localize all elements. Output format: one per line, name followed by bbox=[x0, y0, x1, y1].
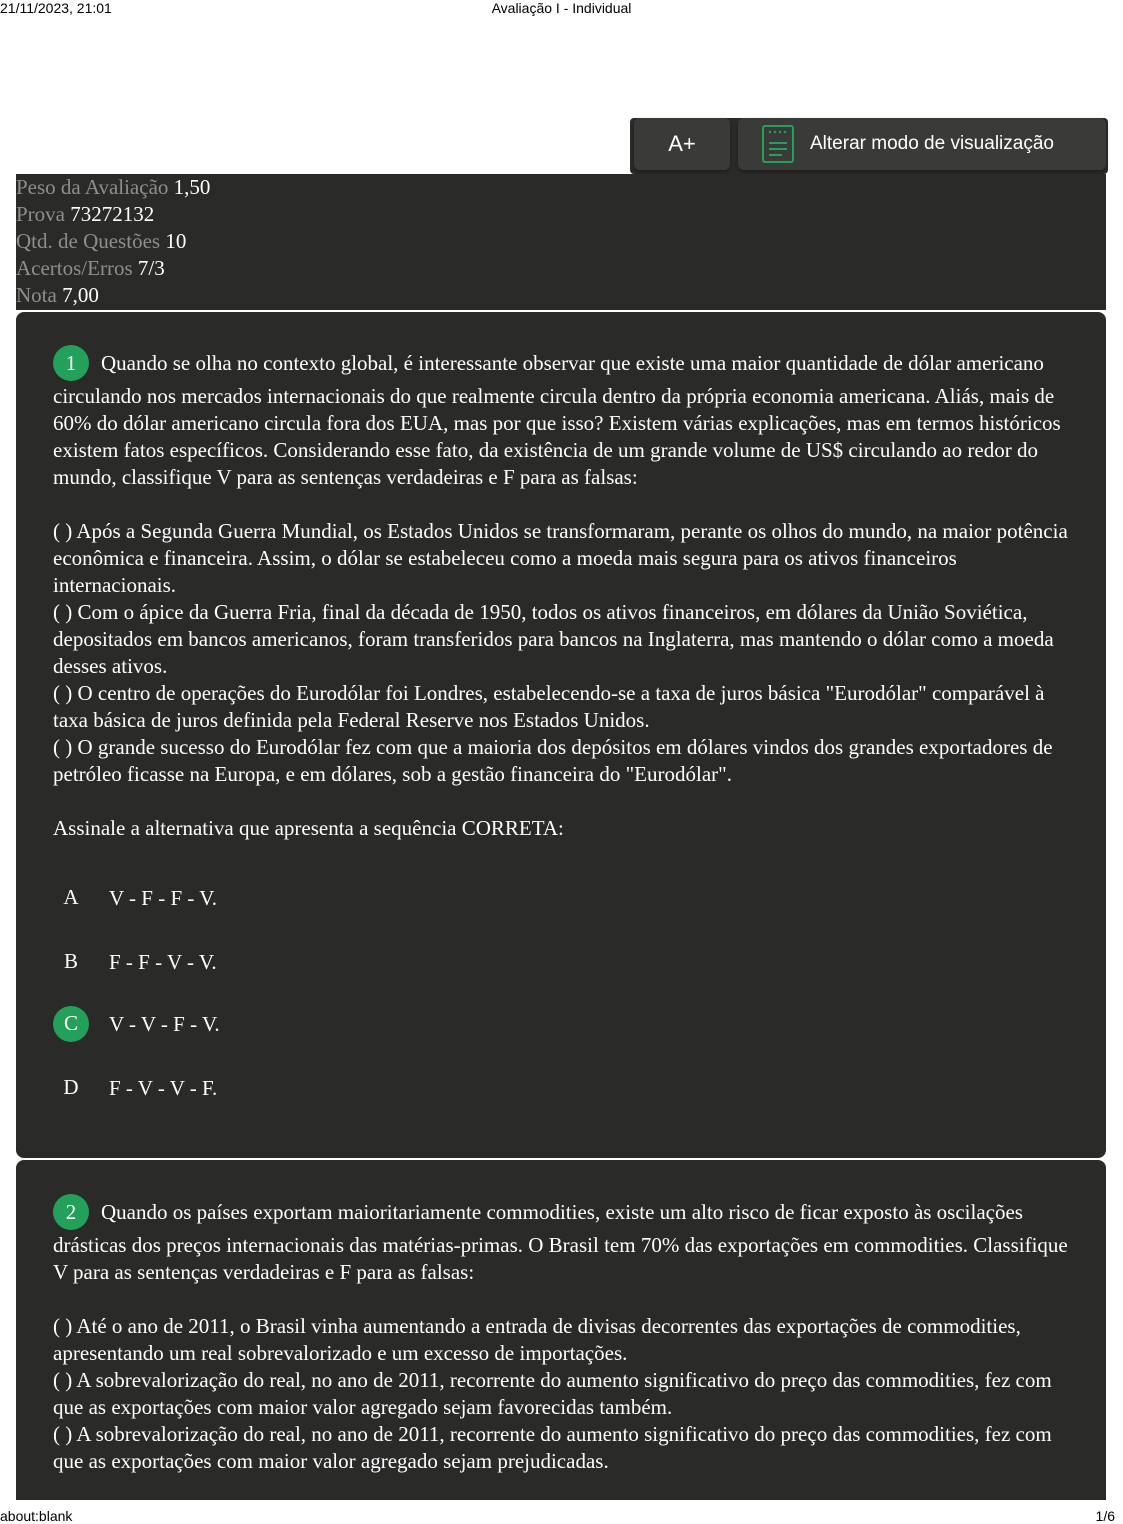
option-a[interactable] bbox=[53, 880, 653, 916]
summary-value: 7/3 bbox=[137, 256, 165, 280]
summary-label: Prova bbox=[16, 202, 65, 226]
option-letter: D bbox=[63, 1075, 79, 1099]
option-text: F - V - V - F. bbox=[109, 1075, 218, 1100]
question-statement: ( ) A sobrevalorização do real, no ano de 2011, recorrente do aumento significativo do preço das commodities, fez com que as exportações com maior valor agregado sejam prejudicadas. bbox=[53, 1422, 1052, 1473]
summary-value: 73272132 bbox=[70, 202, 155, 226]
summary-value: 10 bbox=[165, 229, 187, 253]
print-datetime: 21/11/2023, 21:01 bbox=[0, 0, 112, 16]
option-text: V - F - F - V. bbox=[109, 885, 217, 910]
document-icon bbox=[762, 125, 794, 163]
question-statement: ( ) Com o ápice da Guerra Fria, final da década de 1950, todos os ativos financeiros, em dólares da União Soviética, depositados em bancos americanos, foram transferidos para bancos na Inglaterra, mas mantendo o dólar como a moeda desses ativos. bbox=[53, 600, 1054, 678]
option-text: V - V - F - V. bbox=[109, 1011, 220, 1036]
change-view-mode-button[interactable] bbox=[738, 118, 1106, 170]
question-card-1 bbox=[16, 312, 1106, 1158]
print-url: about:blank bbox=[0, 1508, 73, 1524]
option-d[interactable] bbox=[53, 1070, 653, 1106]
question-intro bbox=[53, 1196, 1083, 1286]
option-letter: B bbox=[63, 949, 78, 973]
option-c-selected[interactable] bbox=[53, 1006, 653, 1042]
question-statement: ( ) Até o ano de 2011, o Brasil vinha aumentando a entrada de divisas decorrentes das exportações de commodities, apresentando um real sobrevalorizado e um excesso de importações. bbox=[53, 1314, 1021, 1365]
summary-hits-misses bbox=[16, 255, 1106, 282]
print-header bbox=[0, 0, 1123, 18]
increase-font-button[interactable]: A+ bbox=[634, 118, 730, 170]
question-intro bbox=[53, 347, 1083, 491]
question-prompt: Assinale a alternativa que apresenta a sequência CORRETA: bbox=[53, 816, 564, 840]
summary-value: 1,50 bbox=[173, 175, 211, 199]
print-page-number: 1/6 bbox=[1095, 1508, 1115, 1524]
exam-summary bbox=[16, 174, 1106, 310]
summary-question-count bbox=[16, 228, 1106, 255]
change-view-mode-label: Alterar modo de visualização bbox=[810, 133, 1054, 154]
summary-label: Qtd. de Questões bbox=[16, 229, 161, 253]
toolbar bbox=[630, 118, 1108, 174]
question-body bbox=[53, 347, 1083, 842]
option-letter: C bbox=[53, 1006, 89, 1042]
option-b[interactable] bbox=[53, 944, 653, 980]
question-number-badge: 2 bbox=[53, 1194, 89, 1230]
question-card-2 bbox=[16, 1160, 1106, 1500]
summary-grade bbox=[16, 282, 1106, 309]
question-statement: ( ) O grande sucesso do Eurodólar fez com que a maioria dos depósitos em dólares vindos dos grandes exportadores de petróleo ficasse na Europa, e em dólares, sob a gestão financeira do "Eurodólar". bbox=[53, 735, 1053, 786]
summary-value: 7,00 bbox=[62, 283, 99, 307]
summary-label: Acertos/Erros bbox=[16, 256, 133, 280]
question-statement: ( ) O centro de operações do Eurodólar foi Londres, estabelecendo-se a taxa de juros básica "Eurodólar" comparável à taxa básica de juros definida pela Federal Reserve nos Estados Unidos. bbox=[53, 681, 1045, 732]
question-statement: ( ) A sobrevalorização do real, no ano de 2011, recorrente do aumento significativo do preço das commodities, fez com que as exportações com maior valor agregado sejam favorecidas também. bbox=[53, 1368, 1052, 1419]
summary-label: Peso da Avaliação bbox=[16, 175, 169, 199]
summary-exam-id bbox=[16, 201, 1106, 228]
question-statement: ( ) Após a Segunda Guerra Mundial, os Estados Unidos se transformaram, perante os olhos do mundo, na maior potência econômica e financeira. Assim, o dólar se estabeleceu como a moeda mais segura para os ativos financeiros internacionais. bbox=[53, 519, 1068, 597]
print-footer bbox=[0, 1508, 1123, 1524]
summary-weight bbox=[16, 174, 1106, 201]
question-number-badge: 1 bbox=[53, 345, 89, 381]
question-intro-text: Quando se olha no contexto global, é interessante observar que existe uma maior quantidade de dólar americano circulando nos mercados internacionais do que realmente circula dentro da própria economia americana. Aliás, mais de 60% do dólar americano circula fora dos EUA, mas por que isso? Existem várias explicações, mas em termos históricos existem fatos específicos. Considerando esse fato, da existência de um grande volume de US$ circulando ao redor do mundo, classifique V para as sentenças verdadeiras e F para as falsas: bbox=[53, 350, 1061, 489]
summary-label: Nota bbox=[16, 283, 57, 307]
option-letter: A bbox=[63, 885, 79, 909]
question-body bbox=[53, 1196, 1083, 1475]
option-text: F - F - V - V. bbox=[109, 949, 217, 974]
print-title: Avaliação I - Individual bbox=[491, 0, 632, 16]
question-intro-text: Quando os países exportam maioritariamente commodities, existe um alto risco de ficar exposto às oscilações drásticas dos preços internacionais das matérias-primas. O Brasil tem 70% das exportações em commodities. Classifique V para as sentenças verdadeiras e F para as falsas: bbox=[53, 1199, 1068, 1284]
